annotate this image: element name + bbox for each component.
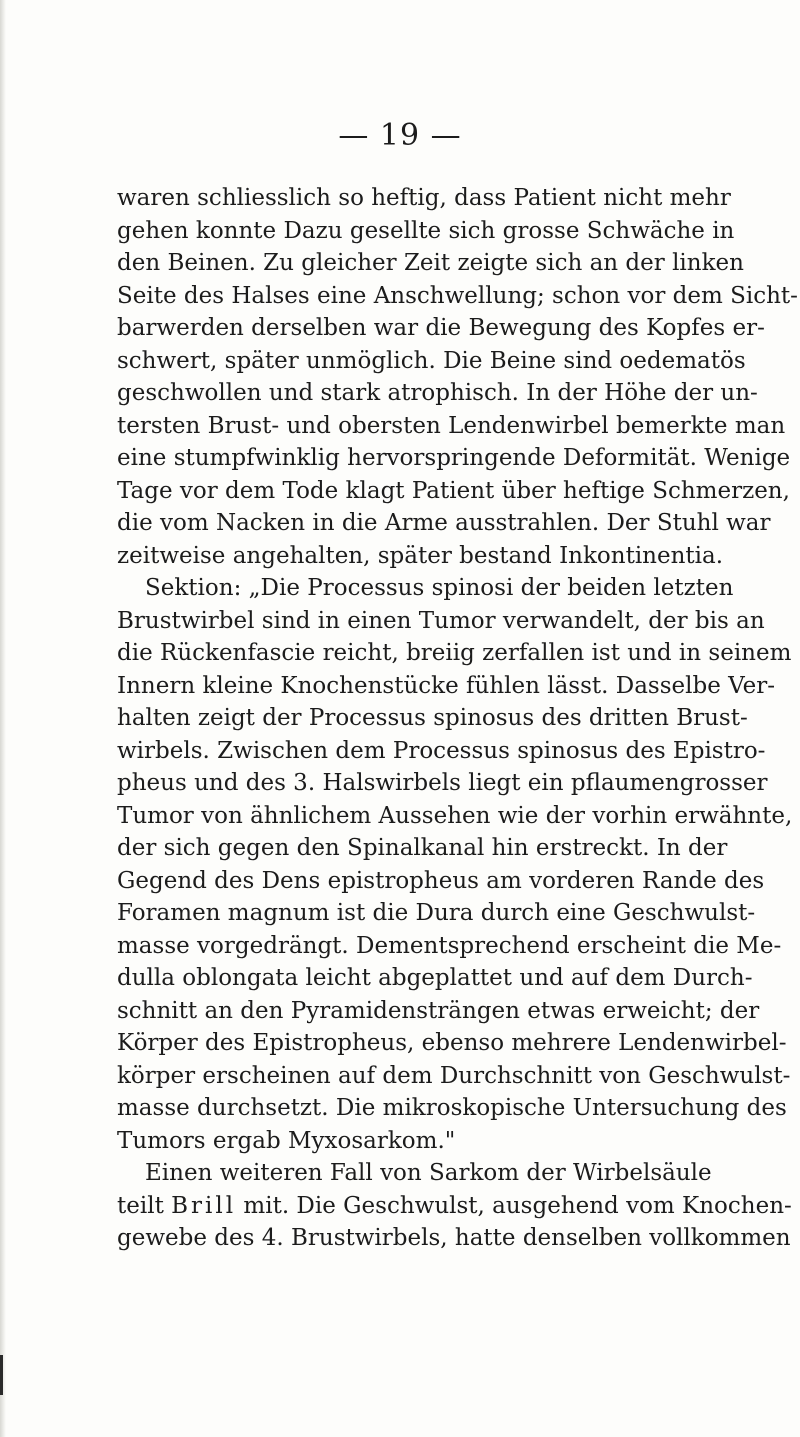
page-number: — 19 — [338, 118, 462, 153]
text-line: Tumor von ähnlichem Aussehen wie der vorhin erwähnte, [117, 802, 793, 829]
text-segment: teilt [117, 1192, 172, 1219]
text-line: die Rückenfascie reicht, breiig zerfallen ist und in seinem [117, 640, 792, 666]
text-line: masse durchsetzt. Die mikroskopische Untersuchung des [117, 1095, 787, 1121]
text-line [117, 1190, 792, 1223]
text-line: Brustwirbel sind in einen Tumor verwandelt, der bis an [117, 607, 765, 634]
text-line: barwerden derselben war die Bewegung des Kopfes er- [117, 315, 765, 341]
paragraph-start-line: Einen weiteren Fall von Sarkom der Wirbelsäule [145, 1160, 712, 1186]
scan-mark [0, 1355, 3, 1395]
text-line: den Beinen. Zu gleicher Zeit zeigte sich an der linken [117, 250, 744, 276]
text-line: halten zeigt der Processus spinosus des dritten Brust- [117, 705, 748, 731]
text-line: Seite des Halses eine Anschwellung; schon vor dem Sicht- [117, 282, 798, 309]
author-name: Brill [171, 1192, 237, 1219]
text-line: körper erscheinen auf dem Durchschnitt von Geschwulst- [117, 1062, 791, 1089]
text-line: gehen konnte Dazu gesellte sich grosse Schwäche in [117, 217, 735, 244]
text-line: Körper des Epistropheus, ebenso mehrere Lendenwirbel- [117, 1030, 787, 1056]
body-text [117, 182, 798, 1255]
text-line: gewebe des 4. Brustwirbels, hatte denselben vollkommen [117, 1225, 791, 1251]
text-line: tersten Brust- und obersten Lendenwirbel bemerkte man [117, 412, 786, 439]
text-line: wirbels. Zwischen dem Processus spinosus des Epistro- [117, 737, 766, 764]
paragraph-start-line: Sektion: „Die Processus spinosi der beiden letzten [145, 575, 734, 601]
text-segment: mit. Die Geschwulst, ausgehend vom Knochen- [236, 1192, 792, 1219]
text-line: Innern kleine Knochenstücke fühlen lässt. Dasselbe Ver- [117, 672, 776, 699]
paragraph-end-line: zeitweise angehalten, später bestand Inkontinentia. [117, 542, 724, 569]
text-line: schwert, später unmöglich. Die Beine sind oedematös [117, 347, 746, 374]
text-line: geschwollen und stark atrophisch. In der Höhe der un- [117, 380, 758, 406]
text-line: Foramen magnum ist die Dura durch eine Geschwulst- [117, 900, 756, 926]
text-line: pheus und des 3. Halswirbels liegt ein pflaumengrosser [117, 770, 768, 796]
text-line: masse vorgedrängt. Dementsprechend erscheint die Me- [117, 932, 782, 959]
text-line: schnitt an den Pyramidensträngen etwas erweicht; der [117, 997, 760, 1024]
text-line: waren schliesslich so heftig, dass Patient nicht mehr [117, 185, 731, 211]
page-edge-shadow [0, 0, 6, 1437]
text-line: Gegend des Dens epistropheus am vorderen Rande des [117, 867, 765, 894]
text-line: eine stumpfwinklig hervorspringende Deformität. Wenige [117, 445, 791, 471]
text-line: dulla oblongata leicht abgeplattet und auf dem Durch- [117, 965, 753, 991]
text-line: der sich gegen den Spinalkanal hin erstreckt. In der [117, 835, 728, 861]
text-line: die vom Nacken in die Arme ausstrahlen. Der Stuhl war [117, 510, 771, 536]
paragraph-end-line: Tumors ergab Myxosarkom." [117, 1127, 456, 1154]
text-line: Tage vor dem Tode klagt Patient über heftige Schmerzen, [117, 477, 790, 504]
